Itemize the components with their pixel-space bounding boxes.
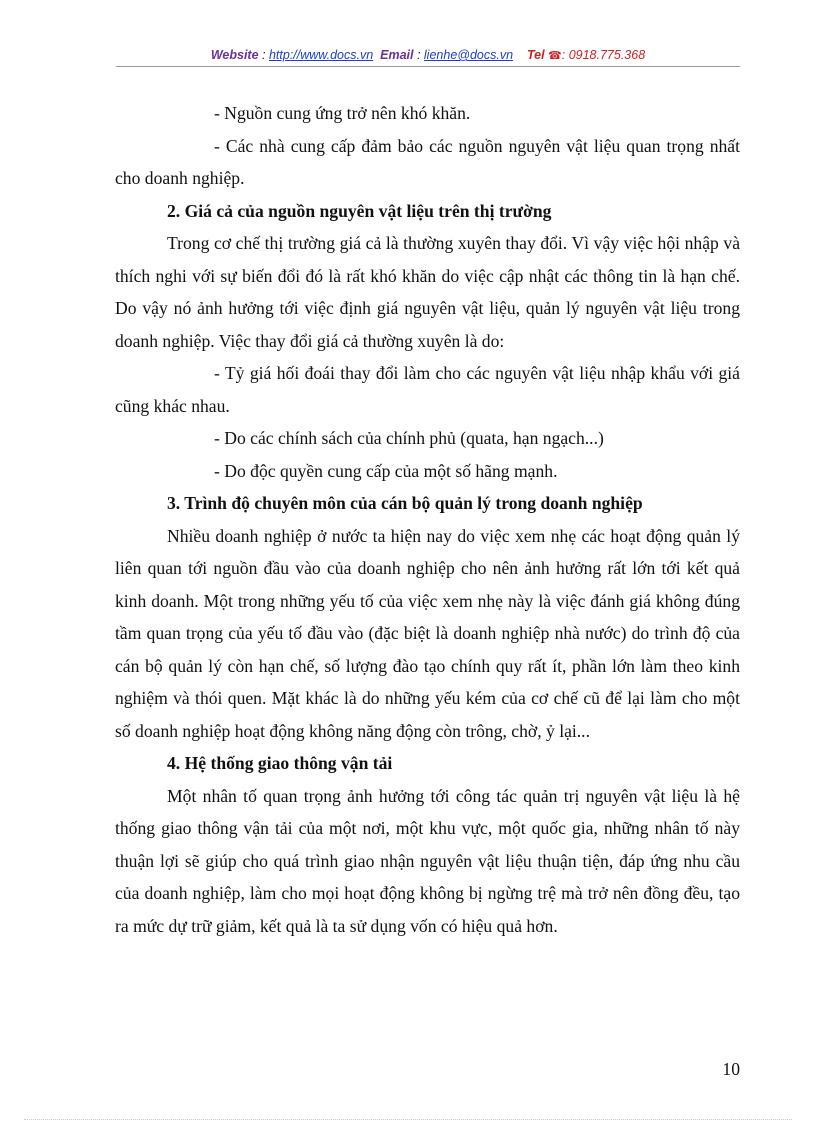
footer-divider bbox=[24, 1119, 792, 1120]
website-link[interactable]: http://www.docs.vn bbox=[268, 48, 374, 62]
tel-label: Tel bbox=[526, 48, 545, 62]
page-number: 10 bbox=[722, 1059, 740, 1079]
header-divider bbox=[116, 66, 740, 67]
bullet-monopoly: - Do độc quyền cung cấp của một số hãng mạnh. bbox=[214, 460, 558, 481]
bullet-exchange-rate: - Tỷ giá hối đoái thay đổi làm cho các nguyên vật liệu nhập khẩu với giá cũng khác nhau. bbox=[115, 363, 740, 416]
phone-icon: ☎ bbox=[548, 50, 562, 62]
email-link[interactable]: lienhe@docs.vn bbox=[423, 48, 514, 62]
section-heading-2: 2. Giá cả của nguồn nguyên vật liệu trên thị trường bbox=[167, 200, 552, 221]
section-heading-4: 4. Hệ thống giao thông vận tải bbox=[167, 753, 393, 773]
paragraph-price-change: Trong cơ chế thị trường giá cả là thường xuyên thay đổi. Vì vậy việc hội nhập và thích nghi với sự biến đổi đó là rất khó khăn do việc cập nhật các thông tin là hạn chế. Do vậy nó ảnh hưởng tới việc định giá nguyên vật liệu, quản lý nguyên vật liệu trong doanh nghiệp. Việc thay đổi giá cả thường xuyên là do: bbox=[115, 233, 740, 351]
website-label: Website bbox=[210, 48, 259, 62]
bullet-supply-difficult: - Nguồn cung ứng trở nên khó khăn. bbox=[214, 103, 471, 123]
paragraph-management-skill: Nhiều doanh nghiệp ở nước ta hiện nay do việc xem nhẹ các hoạt động quản lý liên quan tới nguồn đầu vào của doanh nghiệp cho nên ảnh hưởng rất lớn tới kết quả kinh doanh. Một trong những yếu tố của việc xem nhẹ này là việc đánh giá không đúng tầm quan trọng của yếu tố đầu vào (đặc biệt là doanh nghiệp nhà nước) do trình độ của cán bộ quản lý còn hạn chế, số lượng đào tạo chính quy rất ít, phần lớn làm theo kinh nghiệm và thói quen. Mặt khác là do những yếu kém của cơ chế cũ để lại làm cho một số doanh nghiệp hoạt động không năng động còn trông, chờ, ỷ lại... bbox=[115, 525, 740, 741]
section-heading-3: 3. Trình độ chuyên môn của cán bộ quản lý trong doanh nghiệp bbox=[167, 493, 643, 513]
email-separator: : bbox=[413, 48, 424, 62]
document-body bbox=[115, 97, 740, 942]
email-label: Email bbox=[380, 48, 414, 62]
bullet-government-policy: - Do các chính sách của chính phủ (quata, hạn ngạch...) bbox=[214, 428, 604, 448]
tel-number: 0918.775.368 bbox=[568, 48, 646, 62]
page-header bbox=[116, 47, 740, 64]
tel-separator: : bbox=[561, 48, 569, 62]
website-separator: : bbox=[258, 48, 269, 62]
bullet-suppliers-guarantee: - Các nhà cung cấp đảm bảo các nguồn nguyên vật liệu quan trọng nhất cho doanh nghiệp. bbox=[115, 135, 740, 188]
paragraph-transport: Một nhân tố quan trọng ảnh hưởng tới công tác quản trị nguyên vật liệu là hệ thống giao thông vận tải của một nơi, một khu vực, một quốc gia, những nhân tố này thuận lợi sẽ giúp cho quá trình giao nhận nguyên vật liệu thuận tiện, đáp ứng nhu cầu của doanh nghiệp, làm cho mọi hoạt động không bị ngừng trệ mà trở nên đồng đều, tạo ra mức dự trữ giảm, kết quả là ta sử dụng vốn có hiệu quả hơn. bbox=[115, 785, 740, 936]
